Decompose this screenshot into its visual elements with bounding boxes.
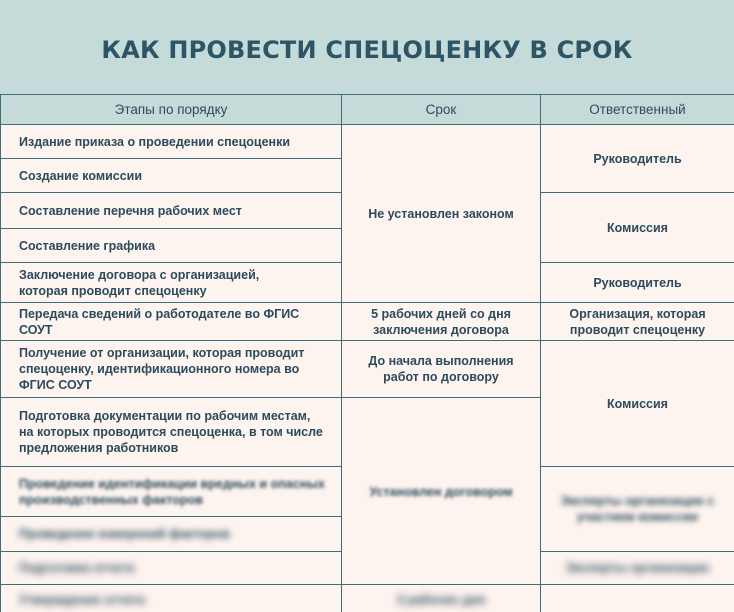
column-header-deadline: Срок <box>342 95 541 125</box>
column-header-stages: Этапы по порядку <box>1 95 342 125</box>
table-header-row <box>1 95 734 125</box>
responsible-cell: Эксперты организации <box>541 552 734 585</box>
header-banner <box>0 0 734 94</box>
column-header-responsible: Ответственный <box>541 95 734 125</box>
deadline-cell: Не установлен законом <box>342 125 541 303</box>
stages-table-container <box>0 94 734 612</box>
stage-cell: Проведение измерений факторов <box>1 517 342 552</box>
page-title: КАК ПРОВЕСТИ СПЕЦОЦЕНКУ В СРОК <box>101 36 633 64</box>
stage-cell: Создание комиссии <box>1 159 342 193</box>
stage-cell: Проведение идентификации вредных и опасных производственных факторов <box>1 467 342 517</box>
stage-cell: Передача сведений о работодателе во ФГИС СОУТ <box>1 303 342 341</box>
responsible-cell: Эксперты организации с участием комиссии <box>541 467 734 552</box>
stage-cell: Издание приказа о проведении спецоценки <box>1 125 342 159</box>
stage-cell: Составление перечня рабочих мест <box>1 193 342 229</box>
responsible-cell: Организация, которая проводит спецоценку <box>541 303 734 341</box>
stage-cell: Подготовка документации по рабочим местам, на которых проводится спецоценка, в том числе предложения работников <box>1 398 342 467</box>
stage-cell: Заключение договора с организацией, которая проводит спецоценку <box>1 263 342 303</box>
stage-cell: Получение от организации, которая проводит спецоценку, идентификационного номера во ФГИС СОУТ <box>1 341 342 398</box>
deadline-cell: 5 рабочих дней со дня заключения договора <box>342 303 541 341</box>
deadline-cell: 3 рабочих дня <box>342 585 541 612</box>
table-row <box>1 125 734 159</box>
responsible-cell: Руководитель <box>541 263 734 303</box>
responsible-cell: Руководитель <box>541 125 734 193</box>
stage-cell: Составление графика <box>1 229 342 263</box>
stage-cell: Подготовка отчета <box>1 552 342 585</box>
table-row <box>1 341 734 398</box>
responsible-cell: Комиссия <box>541 341 734 467</box>
stages-table <box>0 94 734 612</box>
table-row <box>1 585 734 612</box>
stage-cell: Утверждение отчета <box>1 585 342 612</box>
responsible-cell <box>541 585 734 612</box>
deadline-cell: До начала выполнения работ по договору <box>342 341 541 398</box>
table-row <box>1 303 734 341</box>
deadline-cell: Установлен договором <box>342 398 541 585</box>
responsible-cell: Комиссия <box>541 193 734 263</box>
